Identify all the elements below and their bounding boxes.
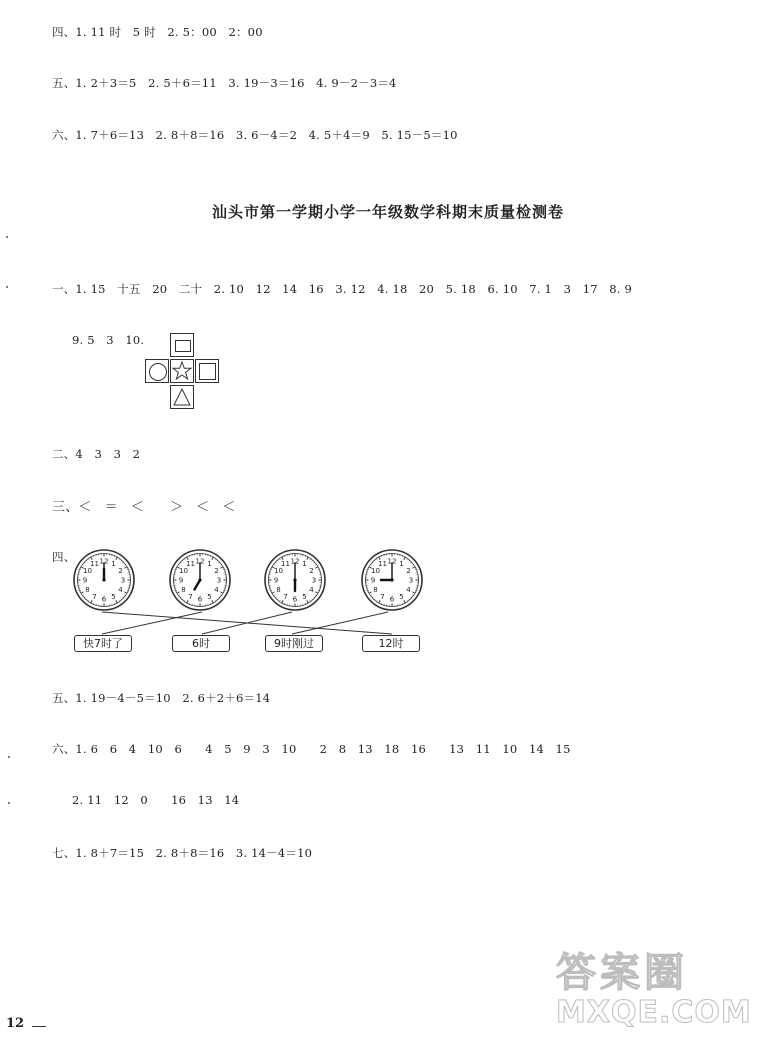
clock-center-dot <box>198 578 201 581</box>
clock-number: 10 <box>274 567 284 576</box>
clock-1 <box>72 548 136 612</box>
clock-number: 2 <box>406 567 411 576</box>
scan-dot <box>6 286 8 288</box>
clock-number: 3 <box>311 576 317 585</box>
clock-number: 3 <box>408 576 414 585</box>
clock-number: 8 <box>85 586 90 595</box>
time-label-2: 6时 <box>172 635 230 652</box>
answer-line-7: 七、1. 8＋7＝15 2. 8＋8＝16 3. 14－4＝10 <box>52 846 313 860</box>
triangle-icon <box>171 386 193 408</box>
clock-number: 11 <box>378 560 387 569</box>
cross-cell-right <box>195 359 219 383</box>
clock-number: 6 <box>101 595 107 604</box>
clock-number: 5 <box>302 593 307 602</box>
clock-number: 8 <box>276 586 281 595</box>
page-title: 汕头市第一学期小学一年级数学科期末质量检测卷 <box>211 203 564 221</box>
clock-number: 7 <box>92 593 97 602</box>
clock-number: 11 <box>281 560 290 569</box>
scan-dot <box>8 756 10 758</box>
watermark-logo-text: 答案圈 <box>556 950 688 996</box>
answer-line-5: 五、1. 19－4－5＝10 2. 6＋2＋6＝14 <box>52 691 271 705</box>
clock-number: 7 <box>283 593 288 602</box>
clock-number: 1 <box>302 560 307 569</box>
clock-number: 1 <box>399 560 404 569</box>
circle-icon <box>149 363 167 381</box>
answer-line-6: 六、1. 6 6 4 10 6 4 5 9 3 10 2 8 13 18 16 13 11 10 14 15 <box>52 742 571 756</box>
cross-cell-left <box>145 359 169 383</box>
answer-line-2: 二、4 3 3 2 <box>52 447 141 461</box>
match-line-3 <box>202 612 292 634</box>
answer-line-3: 三、＜ ＝ ＜ ＞ ＜ ＜ <box>52 500 236 515</box>
clock-number: 5 <box>207 593 212 602</box>
star-icon <box>171 360 193 382</box>
answer-line-5-1: 五、1. 2＋3＝5 2. 5＋6＝11 3. 19－3＝16 4. 9－2－3＝4 <box>52 76 397 90</box>
clock-number: 9 <box>273 576 279 585</box>
answer-line-1: 一、1. 15 十五 20 二十 2. 10 12 14 16 3. 12 4. 18 20 5. 18 6. 10 7. 1 3 17 8. 9 <box>52 282 633 296</box>
page-number-dash <box>32 1026 46 1027</box>
clock-number: 6 <box>292 595 298 604</box>
clock-number: 5 <box>111 593 116 602</box>
clock-number: 10 <box>179 567 189 576</box>
clock-number: 9 <box>82 576 88 585</box>
clock-number: 4 <box>118 586 123 595</box>
clock-number: 9 <box>178 576 184 585</box>
scan-dot <box>8 802 10 804</box>
clock-number: 4 <box>406 586 411 595</box>
clock-number: 10 <box>371 567 381 576</box>
clock-number: 9 <box>370 576 376 585</box>
answer-line-6-1: 六、1. 7＋6＝13 2. 8＋8＝16 3. 6－4＝2 4. 5＋4＝9 5. 15－5＝10 <box>52 128 458 142</box>
page-number: 12 <box>6 1016 25 1031</box>
clock-number: 11 <box>186 560 195 569</box>
match-line-2 <box>102 612 202 634</box>
clock-number: 11 <box>90 560 99 569</box>
clock-number: 12 <box>387 557 397 566</box>
clock-number: 3 <box>216 576 222 585</box>
match-line-4 <box>292 612 388 634</box>
square-icon <box>199 363 216 380</box>
time-label-4: 12时 <box>362 635 420 652</box>
answer-line-9-10: 9. 5 3 10. <box>72 333 145 347</box>
time-label-3: 9时刚过 <box>265 635 323 652</box>
clock-number: 1 <box>207 560 212 569</box>
clock-number: 8 <box>373 586 378 595</box>
clock-2 <box>168 548 232 612</box>
cross-cell-bottom <box>170 385 194 409</box>
clock-center-dot <box>390 578 393 581</box>
clock-number: 2 <box>309 567 314 576</box>
clock-number: 12 <box>99 557 109 566</box>
cross-cell-top <box>170 333 194 357</box>
scan-dot <box>6 236 8 238</box>
clock-number: 1 <box>111 560 116 569</box>
clock-center-dot <box>102 578 105 581</box>
clock-number: 2 <box>214 567 219 576</box>
rectangle-icon <box>175 340 191 352</box>
match-line-1 <box>102 612 392 634</box>
clock-number: 4 <box>214 586 219 595</box>
clock-number: 4 <box>309 586 314 595</box>
clock-number: 2 <box>118 567 123 576</box>
time-label-1: 快7时了 <box>74 635 132 652</box>
clock-number: 6 <box>389 595 395 604</box>
clock-4 <box>360 548 424 612</box>
clock-number: 12 <box>290 557 300 566</box>
clock-number: 12 <box>195 557 205 566</box>
watermark-url: MXQE.COM <box>556 995 752 1030</box>
clock-number: 7 <box>380 593 385 602</box>
clock-number: 7 <box>188 593 193 602</box>
clock-number: 8 <box>181 586 186 595</box>
clock-number: 10 <box>83 567 93 576</box>
answer-line-4: 四、 <box>52 550 76 564</box>
watermark <box>556 950 770 1030</box>
clock-3 <box>263 548 327 612</box>
answer-line-4-1: 四、1. 11 时 5 时 2. 5：00 2：00 <box>52 25 263 39</box>
clock-center-dot <box>293 578 296 581</box>
cross-cell-center <box>170 359 194 383</box>
clock-number: 3 <box>120 576 126 585</box>
clock-number: 6 <box>197 595 203 604</box>
clock-number: 5 <box>399 593 404 602</box>
answer-line-6-2: 2. 11 12 0 16 13 14 <box>72 793 240 807</box>
